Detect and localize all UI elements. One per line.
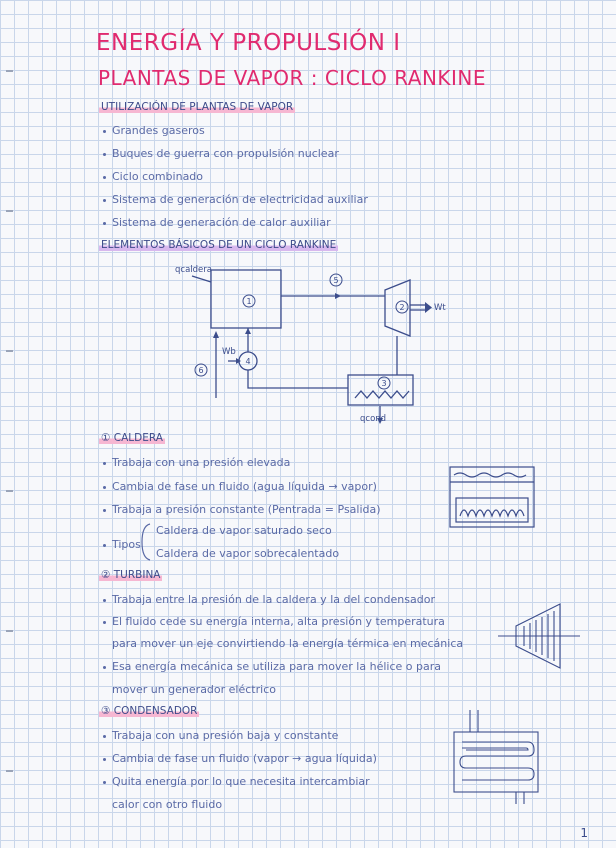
arrow-icon [213,331,219,338]
node-label: 5 [333,276,339,285]
list-item-continued: calor con otro fluido [112,798,223,811]
list-item: Quita energía por lo que necesita intercambiar [103,775,370,788]
list-item: Trabaja entre la presión de la caldera y la del condensador [103,593,435,606]
list-item: Cambia de fase un fluido (agua líquida → vapor) [103,480,377,493]
page-title: ENERGÍA Y PROPULSIÓN I [96,30,401,56]
section-heading-turbina: ② TURBINA [101,569,161,581]
page-number: 1 [580,826,588,840]
turbine-work-label: Wt [434,303,446,313]
list-item: Ciclo combinado [103,170,203,183]
list-item: Tipos [103,538,141,551]
list-item: Sistema de generación de calor auxiliar [103,216,331,229]
binder-hole [6,490,13,492]
list-item: Grandes gaseros [103,124,205,137]
list-item: Trabaja con una presión baja y constante [103,729,338,742]
list-item-continued: para mover un eje convirtiendo la energía térmica en mecánica [112,637,464,650]
brace-icon [138,522,152,562]
section-heading-uses: UTILIZACIÓN DE PLANTAS DE VAPOR [101,101,294,113]
list-item: Trabaja a presión constante (Pentrada = Psalida) [103,503,381,516]
condenser-coil [355,391,409,398]
q-caldera-label: qcaldera [175,265,212,275]
caldera-type: Caldera de vapor saturado seco [156,524,332,537]
list-item: Cambia de fase un fluido (vapor → agua líquida) [103,752,377,765]
pump-label: 4 [245,357,251,366]
binder-hole [6,770,13,772]
list-item-continued: mover un generador eléctrico [112,683,276,696]
return-line [248,370,348,388]
section-heading-caldera: ① CALDERA [101,432,163,444]
turbine-shape [385,280,410,336]
list-item: Buques de guerra con propulsión nuclear [103,147,339,160]
binder-hole [6,350,13,352]
rankine-cycle-diagram [170,258,470,430]
page-subtitle: PLANTAS DE VAPOR : CICLO RANKINE [98,66,487,90]
list-item: Esa energía mecánica se utiliza para mover la hélice o para [103,660,441,673]
q-cond-label: qcond [360,414,387,424]
arrow-icon [245,328,251,334]
pump-work-label: Wb [222,347,236,357]
list-item: Sistema de generación de electricidad auxiliar [103,193,368,206]
arrow-icon [335,293,341,299]
condenser-sketch [444,706,544,806]
arrow-icon [236,358,241,364]
binder-hole [6,70,13,72]
node-label: 6 [198,366,204,375]
caldera-type: Caldera de vapor sobrecalentado [156,547,340,560]
binder-hole [6,210,13,212]
boiler-sketch [440,462,540,532]
list-item: Trabaja con una presión elevada [103,456,290,469]
node-label: 2 [399,303,405,312]
section-heading-elements: ELEMENTOS BÁSICOS DE UN CICLO RANKINE [101,239,337,251]
node-label: 3 [381,379,387,388]
turbine-sketch [494,596,584,676]
node-label: 1 [246,297,252,306]
list-item: El fluido cede su energía interna, alta presión y temperatura [103,615,445,628]
binder-hole [6,630,13,632]
section-heading-condensador: ③ CONDENSADOR [101,705,198,717]
arrow-icon [425,302,432,313]
